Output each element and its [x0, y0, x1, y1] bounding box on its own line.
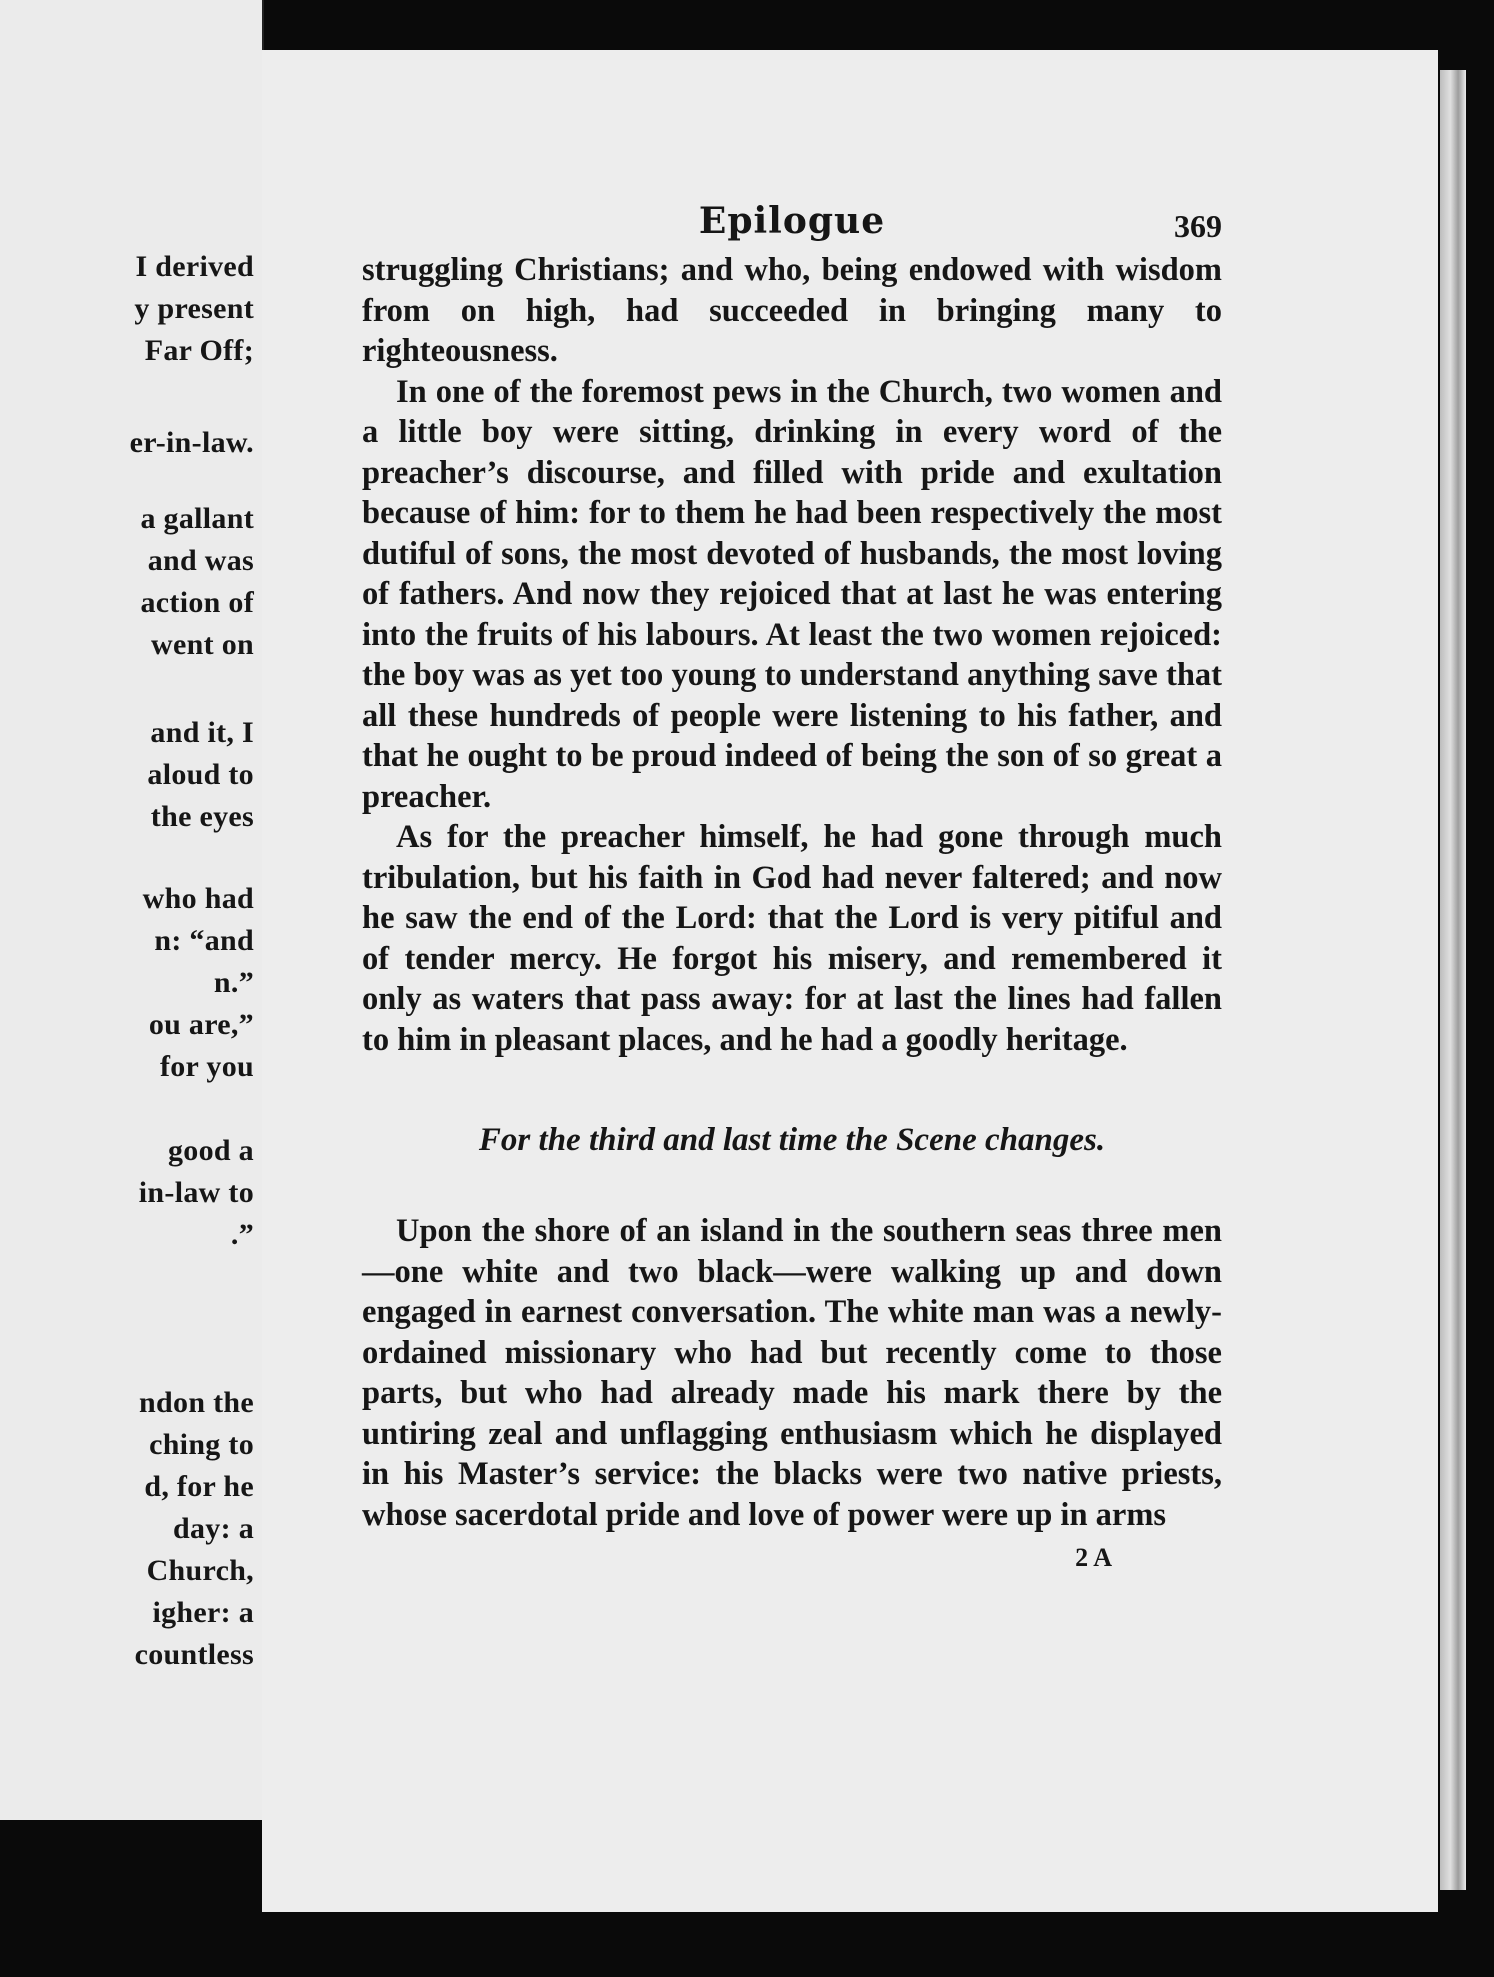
page-edge [1440, 70, 1466, 1890]
right-page [262, 50, 1438, 1912]
left-page-line-fragment: ching to [149, 1428, 254, 1461]
paragraph-1: struggling Christians; and who, being endowed with wisdom from on high, had succeeded in bringing many to righteousness. [362, 252, 1222, 369]
page-number: 369 [1174, 208, 1222, 244]
left-page [0, 0, 264, 1820]
running-head [362, 200, 1222, 250]
left-page-line-fragment: countless [134, 1638, 254, 1671]
left-page-line-fragment: good a [168, 1134, 254, 1167]
left-page-line-fragment: action of [140, 586, 254, 619]
scene-heading: For the third and last time the Scene changes. [478, 1122, 1106, 1158]
left-page-line-fragment: ndon the [139, 1386, 254, 1419]
paragraph-3: As for the preacher himself, he had gone through much tribulation, but his faith in God had never faltered; and now he saw the end of the Lord: that the Lord is very pitiful and of tender mercy. He forgot his misery, and remembered it only as waters that pass away: for at last the lines had fallen to him in pleasant places, and he had a goodly heritage. [362, 819, 1222, 1058]
left-page-line-fragment: igher: a [152, 1596, 254, 1629]
signature-mark: 2 A [1075, 1543, 1112, 1572]
left-page-line-fragment: ou are,” [148, 1008, 254, 1041]
left-page-line-fragment: and it, I [150, 716, 254, 749]
left-page-line-fragment: Church, [146, 1554, 254, 1587]
left-page-line-fragment: day: a [173, 1512, 254, 1545]
left-page-line-fragment: the eyes [150, 800, 254, 833]
running-title: Epilogue [698, 200, 886, 242]
left-page-line-fragment: I derived [135, 250, 254, 283]
left-page-line-fragment: a gallant [140, 502, 254, 535]
left-page-line-fragment: er-in-law. [129, 426, 254, 459]
closing-paragraph: Upon the shore of an island in the southern seas three men—one white and two black—were walking up and down engaged in earnest conversation. The white man was a newly-ordained missionary who had but recently come to those parts, but who had already made his mark there by the untiring zeal and unflagging enthusiasm which he displayed in his Master’s service: the blacks were two native priests, whose sacerdotal pride and love of power were up in arms [362, 1213, 1222, 1533]
left-page-line-fragment: aloud to [147, 758, 254, 791]
left-page-line-fragment: d, for he [144, 1470, 254, 1503]
left-page-line-fragment: and was [147, 544, 254, 577]
left-page-line-fragment: n: “and [154, 924, 254, 957]
page-content [362, 200, 1222, 1573]
left-page-line-fragment: for you [159, 1050, 254, 1083]
left-page-line-fragment: who had [142, 882, 254, 915]
left-page-line-fragment: Far Off; [144, 334, 254, 367]
left-page-line-fragment: .” [230, 1218, 254, 1251]
left-page-line-fragment: n.” [213, 966, 254, 999]
left-page-line-fragment: y present [134, 292, 254, 325]
left-page-line-fragment: in-law to [138, 1176, 254, 1209]
left-page-line-fragment: went on [151, 628, 254, 661]
paragraph-2: In one of the foremost pews in the Church, two women and a little boy were sitting, drinking in every word of the preacher’s discourse, and filled with pride and exultation because of him: for to them he had been respectively the most dutiful of sons, the most devoted of husbands, the most loving of fathers. And now they rejoiced that at last he was entering into the fruits of his labours. At least the two women rejoiced: the boy was as yet too young to understand anything save that all these hundreds of people were listening to his father, and that he ought to be proud indeed of being the son of so great a preacher. [362, 373, 1222, 815]
